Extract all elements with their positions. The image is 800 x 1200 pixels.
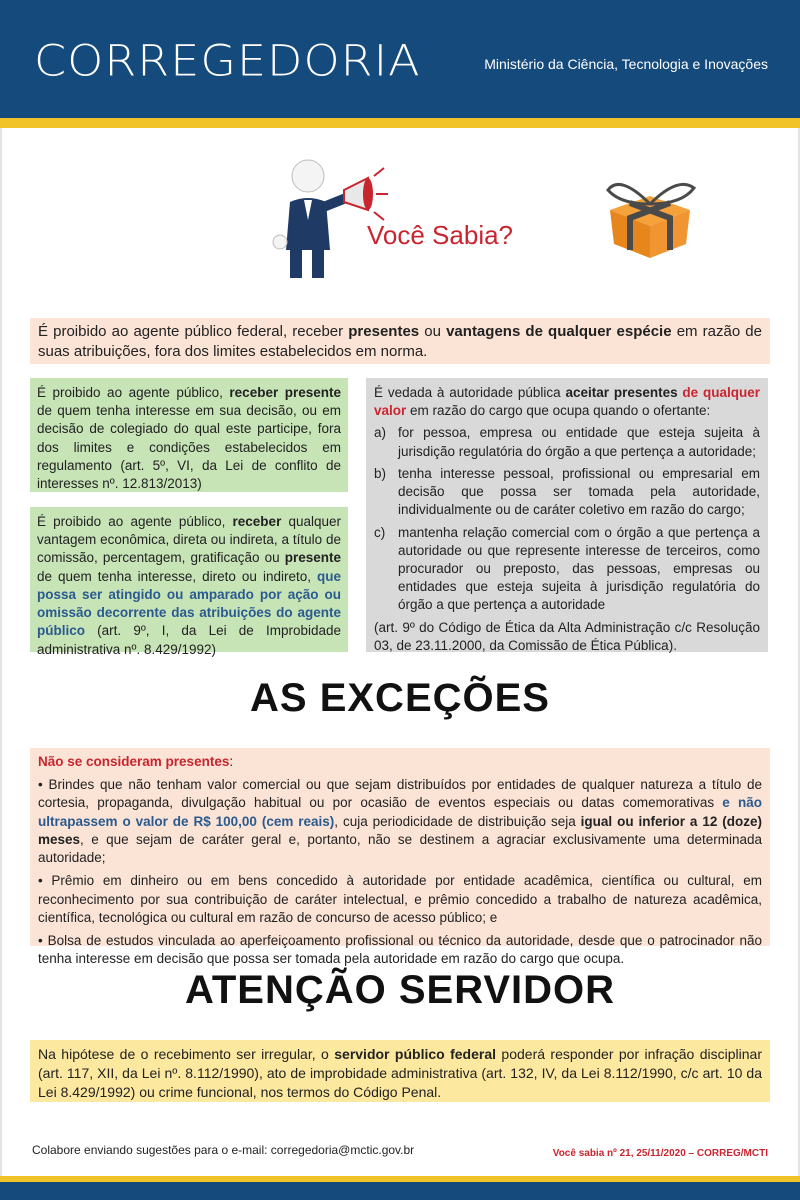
footer-edition: Você sabia nº 21, 25/11/2020 – CORREG/MCTI	[552, 1148, 768, 1159]
ethics-list	[374, 424, 760, 614]
list-item: a) for pessoa, empresa ou entidade que esteja sujeita à jurisdição regulatória do órgão a que pertença a autoridade;	[374, 425, 760, 459]
header-stripe	[0, 118, 800, 128]
exception-item: • Bolsa de estudos vinculada ao aperfeiçoamento profissional ou técnico da autoridade, desde que o patrocinador não tenha interesse em decisão que possa ser tomada pela autoridade em razão do cargo que ocupa.	[38, 932, 762, 967]
hero-section	[0, 140, 800, 290]
list-item: b) tenha interesse pessoal, profissional ou empresarial em decisão que possa ser tomada pela autoridade, individualmente ou de caráter coletivo em razão do cargo;	[374, 465, 760, 518]
exceptions-intro: Não se consideram presentes:	[38, 754, 234, 769]
footer-contact: Colabore enviando sugestões para o e-mail: corregedoria@mctic.gov.br	[32, 1143, 415, 1157]
ethics-intro: É vedada à autoridade pública aceitar presentes de qualquer valor em razão do cargo que ocupa quando o ofertante:	[374, 385, 760, 419]
exception-item: • Prêmio em dinheiro ou em bens concedido à autoridade por entidade acadêmica, científica ou cultural, em reconhecimento por sua contribuição de caráter intelectual, e prêmio concedido a trabalho de natureza acadêmica, científica, tecnológica ou cultural em razão de concurso de acesso público; e	[38, 873, 762, 925]
conflict-of-interest-box: É proibido ao agente público, receber presente de quem tenha interesse em sua decisão, ou em decisão de colegiado do qual este participe, fora dos limites e condições estabelecidos em regulamento (art. 5º, VI, da Lei de conflito de interesses nº. 12.813/2013)	[30, 378, 348, 492]
gift-icon	[590, 170, 700, 260]
exception-item: • Brindes que não tenham valor comercial ou que sejam distribuídos por entidades de qualquer natureza a título de cortesia, propaganda, divulgação habitual ou por ocasião de eventos especiais ou datas comemorativas e não ultrapassem o valor de R$ 100,00 (cem reais), cuja periodicidade de distribuição seja igual ou inferior a 12 (doze) meses, e que sejam de caráter geral e, portanto, não se destinem a agraciar exclusivamente uma determinada autoridade;	[38, 777, 762, 866]
list-item: c) mantenha relação comercial com o órgão a que pertença a autoridade ou que represente interesse de terceiros, como procurador ou preposto, das pessoas, empresas ou entidades que esteja sujeita à jurisdição regulatória do órgão a que pertença a autoridade	[374, 524, 760, 613]
attention-box: Na hipótese de o recebimento ser irregular, o servidor público federal poderá responder por infração disciplinar (art. 117, XII, da Lei nº. 8.112/1990), ato de improbidade administrativa (art. 132, IV, da Lei 8.112/1990, c/c art. 10 da Lei 8.429/1992) ou crime funcional, nos termos do Código Penal.	[30, 1040, 770, 1102]
ethics-code-box	[366, 378, 768, 652]
exceptions-box	[30, 748, 770, 967]
ethics-reference: (art. 9º do Código de Ética da Alta Administração c/c Resolução 03, de 23.11.2000, da Comissão de Ética Pública).	[374, 619, 760, 653]
attention-title: ATENÇÃO SERVIDOR	[184, 968, 616, 1012]
ministry-name: Ministério da Ciência, Tecnologia e Inovações	[484, 56, 768, 72]
hero-title: Você Sabia?	[367, 220, 514, 250]
footer-bar	[0, 1182, 800, 1200]
lead-statement: É proibido ao agente público federal, receber presentes ou vantagens de qualquer espécie em razão de suas atribuições, fora dos limites estabelecidos em norma.	[30, 318, 770, 364]
improbity-box: É proibido ao agente público, receber qualquer vantagem econômica, direta ou indireta, a título de comissão, percentagem, gratificação ou presente de quem tenha interesse, direto ou indireto, que possa ser atingido ou amparado por ação ou omissão decorrente das atribuições do agente público (art. 9º, I, da Lei de Improbidade administrativa nº. 8.429/1992)	[30, 507, 348, 652]
exceptions-title: AS EXCEÇÕES	[250, 676, 550, 720]
header-banner	[0, 0, 800, 118]
corregedoria-logo: CORREGEDORIA	[34, 36, 421, 86]
megaphone-person-icon	[268, 150, 388, 280]
